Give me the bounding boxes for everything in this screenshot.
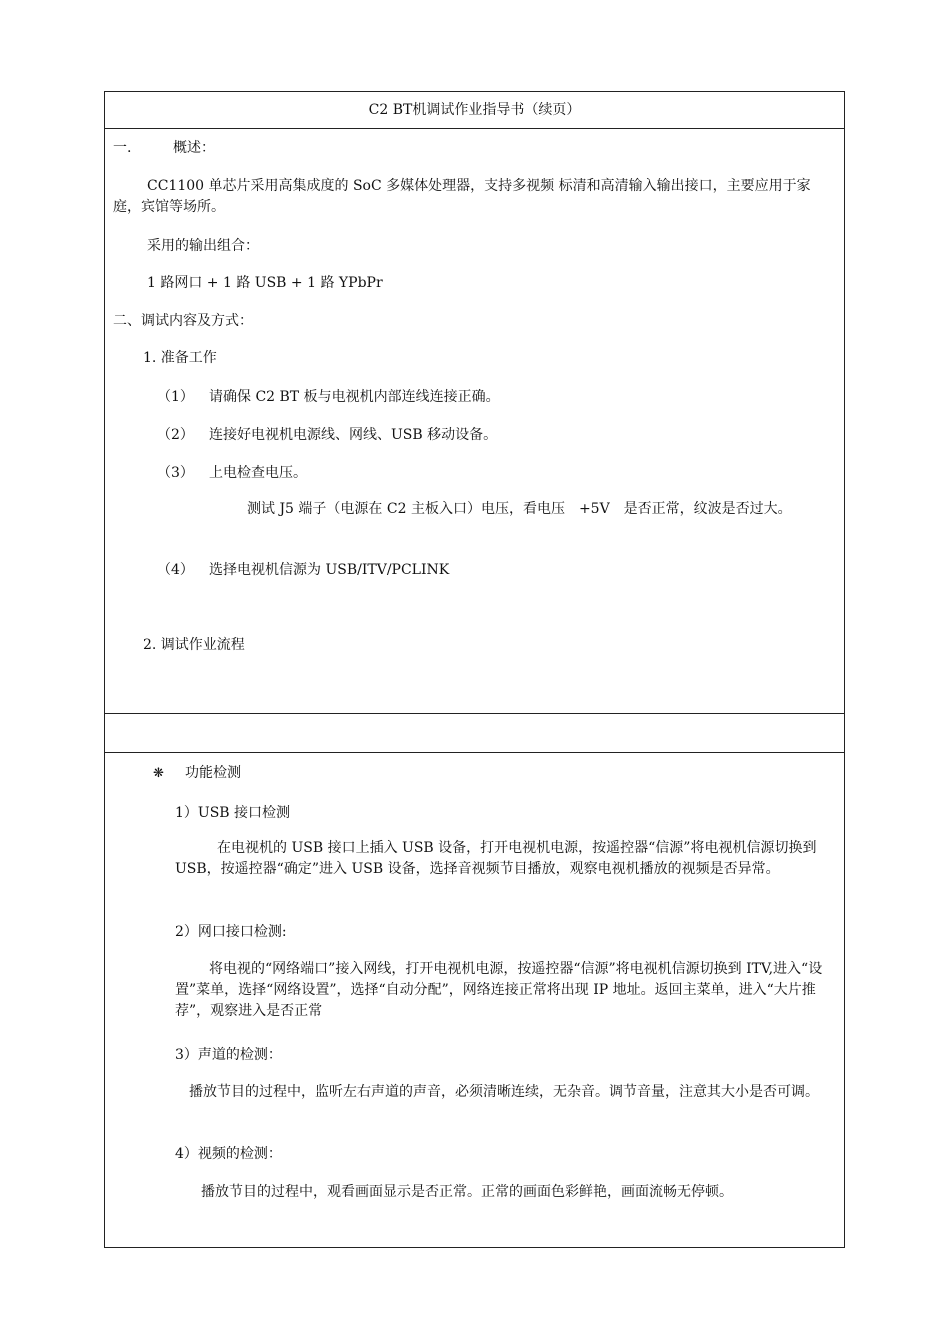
voltage-test-note: 测试 J5 端子（电源在 C2 主板入口）电压，看电压 +5V 是否正常，纹波是否过大。 (247, 501, 792, 517)
debug-flow-title: 2. 调试作业流程 (143, 637, 245, 653)
item-text: 选择电视机信源为 USB/ITV/PCLINK (209, 562, 450, 578)
check-title: 3）声道的检测： (175, 1047, 282, 1063)
bullet-icon: ❋ (153, 766, 164, 781)
section1-number: 一. (113, 140, 132, 156)
document-title: C2 BT机调试作业指导书（续页） (368, 102, 581, 118)
item-number: （1） (157, 389, 194, 405)
item-number: （4） (157, 562, 194, 578)
divider (105, 713, 844, 714)
check-body: 在电视机的 USB 接口上插入 USB 设备，打开电视机电源，按遥控器“信源”将电视机信源切换到 USB，按遥控器“确定”进入 USB 设备，选择音视频节目播放，观察电视机播放的视频是否异常。 (175, 840, 817, 877)
item-number: （3） (157, 465, 194, 481)
check-body: 播放节目的过程中，监听左右声道的声音，必须清晰连续，无杂音。调节音量，注意其大小是否可调。 (189, 1084, 819, 1100)
check-title: 4）视频的检测： (175, 1146, 282, 1162)
item-number: （2） (157, 427, 194, 443)
item-text: 上电检查电压。 (209, 465, 307, 481)
divider (105, 752, 844, 753)
output-combination-label: 采用的输出组合： (147, 238, 259, 254)
prep-work-title: 1. 准备工作 (143, 350, 217, 366)
divider (105, 128, 844, 129)
check-body: 将电视的“网络端口”接入网线，打开电视机电源，按遥控器“信源”将电视机信源切换到 ITV,进入“设置”菜单，选择“网络设置”，选择“自动分配”，网络连接正常将出现 IP 地址。返回主菜单，进入“大片推荐”，观察进入是否正常 (175, 961, 823, 1019)
section2-heading: 二、调试内容及方式： (113, 313, 253, 329)
function-check-heading: 功能检测 (185, 765, 241, 781)
item-text: 请确保 C2 BT 板与电视机内部连线连接正确。 (209, 389, 500, 405)
section1-heading: 概述： (173, 140, 215, 156)
check-title: 2）网口接口检测: (175, 924, 287, 940)
check-body: 播放节目的过程中，观看画面显示是否正常。正常的画面色彩鲜艳，画面流畅无停顿。 (201, 1184, 733, 1200)
instruction-document (104, 91, 845, 1248)
item-text: 连接好电视机电源线、网线、USB 移动设备。 (209, 427, 498, 443)
check-title: 1）USB 接口检测 (175, 805, 291, 821)
overview-paragraph: CC1100 单芯片采用高集成度的 SoC 多媒体处理器，支持多视频 标清和高清输入输出接口，主要应用于家庭，宾馆等场所。 (113, 178, 811, 215)
output-combination-value: 1 路网口 + 1 路 USB + 1 路 YPbPr (147, 275, 383, 291)
